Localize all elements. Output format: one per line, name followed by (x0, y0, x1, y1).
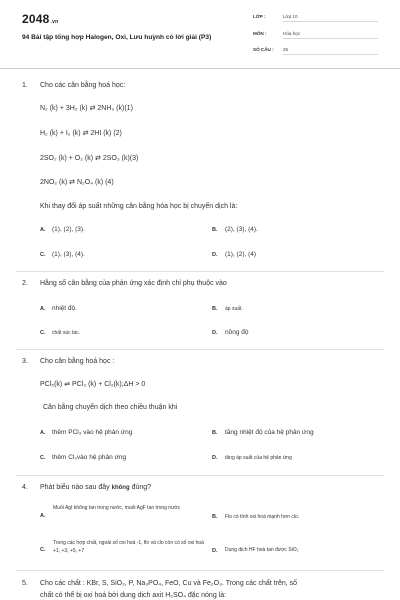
question-text-continued: chất có thể bị oxi hoá bởi dung dịch axit H₂SO₄ đặc nóng là: (40, 592, 227, 599)
question-divider (16, 475, 384, 476)
option-d-letter[interactable]: D. (212, 548, 218, 554)
question-text: Hằng số cân bằng của phản ứng xác định chỉ phụ thuộc vào (40, 280, 227, 287)
question-number: 1. (22, 82, 28, 89)
option-b-letter[interactable]: B. (212, 430, 218, 436)
meta-value-subject: Hóa học (283, 31, 378, 39)
option-a-text[interactable]: Muối AgI không tan trong nước, muối AgF tan trong nước (53, 505, 181, 511)
option-c-text[interactable]: (1), (3), (4). (52, 251, 85, 258)
header-divider (0, 68, 400, 69)
option-c-letter[interactable]: C. (40, 455, 46, 461)
logo-main: 2048 (22, 12, 50, 26)
option-a-letter[interactable]: A. (40, 227, 46, 233)
question-number: 5. (22, 580, 28, 587)
option-b-letter[interactable]: B. (212, 514, 218, 520)
question-divider (16, 349, 384, 350)
option-c-text[interactable]: thêm Cl₂vào hệ phản ứng (52, 454, 127, 461)
question-text: Cho các cân bằng hoá học: (40, 82, 126, 89)
option-b-text[interactable]: tăng nhiệt độ của hệ phản ứng (225, 429, 314, 436)
option-d-text[interactable]: nồng độ (225, 329, 249, 336)
question-text-start: Phát biểu nào sau đây (40, 484, 110, 491)
option-b-text[interactable]: (2), (3), (4). (225, 226, 258, 233)
meta-value-class: Lớp 10 (283, 14, 378, 22)
meta-label-count: SỐ CÂU : (253, 47, 274, 52)
question-number: 2. (22, 280, 28, 287)
question-number: 4. (22, 484, 28, 491)
option-c-text[interactable]: Trong các hợp chất, ngoài số oxi hoá -1, flo và clo còn có số oxi hoá +1, +3, +5, +7 (53, 540, 204, 554)
option-b-letter[interactable]: B. (212, 306, 218, 312)
option-a-letter[interactable]: A. (40, 430, 46, 436)
question-number: 3. (22, 358, 28, 365)
option-a-text[interactable]: (1), (2), (3). (52, 226, 85, 233)
option-b-text[interactable]: Flo có tính oxi hoá mạnh hơn clo. (225, 514, 300, 520)
option-d-letter[interactable]: D. (212, 330, 218, 336)
option-a-letter[interactable]: A. (40, 306, 46, 312)
option-c-letter[interactable]: C. (40, 547, 46, 553)
logo-suffix: .vn (50, 19, 59, 25)
question-text: Cho cân bằng hoá học : (40, 358, 115, 365)
question-text-end: đúng? (131, 484, 152, 491)
question-divider (16, 570, 384, 571)
equation-1: PCl₅(k) ⇌ PCl₃ (k) + Cl₂(k);ΔH > 0 (40, 381, 146, 388)
question-text (40, 483, 151, 493)
equation-1: N₂ (k) + 3H₂ (k) ⇄ 2NH₃ (k)(1) (40, 105, 133, 112)
option-d-text[interactable]: Dung dịch HF hoà tan được SiO₂ (225, 547, 299, 553)
question-text-emphasis: không (111, 485, 130, 491)
equation-2: H₂ (k) + I₂ (k) ⇄ 2HI (k) (2) (40, 130, 122, 137)
document-title: 94 Bài tập tổng hợp Halogen, Oxi, Lưu huỳnh có lời giải (P3) (22, 34, 212, 41)
site-logo[interactable] (22, 12, 58, 26)
question-prompt: Khi thay đổi áp suất những cân bằng hóa học bị chuyển dịch là: (40, 203, 238, 210)
question-prompt: Cân bằng chuyển dịch theo chiều thuận khi (43, 404, 178, 411)
equation-4: 2NO₂ (k) ⇄ N₂O₄ (k) (4) (40, 179, 114, 186)
option-b-letter[interactable]: B. (212, 227, 218, 233)
meta-label-class: LỚP : (253, 14, 266, 19)
option-d-text[interactable]: (1), (2), (4) (225, 251, 257, 258)
equation-3: 2SO₂ (k) + O₂ (k) ⇄ 2SO₃ (k)(3) (40, 155, 139, 162)
question-text: Cho các chất : KBr, S, SiO₂, P, Na₃PO₄, FeO, Cu và Fe₂O₃. Trong các chất trên, số (40, 580, 298, 587)
option-d-letter[interactable]: D. (212, 455, 218, 461)
document-header (0, 0, 400, 68)
option-b-text[interactable]: áp suất. (225, 306, 243, 312)
option-c-letter[interactable]: C. (40, 330, 46, 336)
option-d-text[interactable]: tăng áp suất của hệ phản ứng (225, 455, 292, 461)
question-divider (16, 271, 384, 272)
option-d-letter[interactable]: D. (212, 252, 218, 258)
option-c-letter[interactable]: C. (40, 252, 46, 258)
option-a-text[interactable]: thêm PCl₃ vào hệ phản ứng (52, 429, 133, 436)
meta-value-count: 25 (283, 47, 378, 55)
option-a-letter[interactable]: A. (40, 513, 46, 519)
option-a-text[interactable]: nhiệt độ. (52, 305, 77, 312)
meta-label-subject: MÔN : (253, 31, 267, 36)
option-c-text[interactable]: chất xúc tác. (52, 330, 81, 336)
